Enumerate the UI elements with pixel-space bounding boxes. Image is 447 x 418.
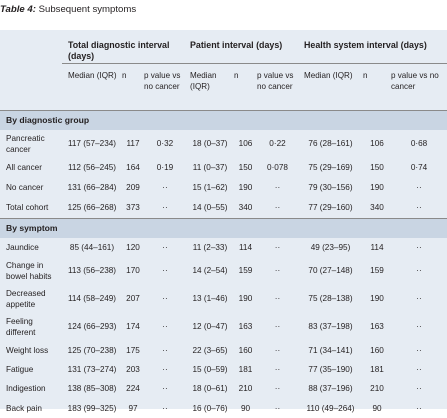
total-n-cell: 224 — [126, 384, 140, 393]
total-pvalue-cell: 0·32 — [156, 139, 174, 148]
total-median-cell: 125 (70–238) — [67, 345, 117, 355]
health-pvalue-cell: ·· — [416, 384, 422, 393]
patient-pvalue-cell: ·· — [274, 364, 281, 374]
health-n-cell: 190 — [370, 294, 384, 303]
health-n-cell: 90 — [372, 403, 382, 413]
table-row — [0, 341, 447, 360]
total-pvalue-cell: ·· — [162, 384, 168, 393]
total-n-cell: 97 — [128, 403, 138, 413]
patient-pvalue-cell: ·· — [274, 322, 281, 331]
total-pvalue-cell: ·· — [162, 322, 168, 331]
row-label-cell: Back pain — [6, 403, 42, 413]
health-n-cell: 160 — [370, 345, 384, 355]
health-n-cell: 114 — [370, 242, 384, 252]
table-row — [0, 130, 447, 158]
subheader-patient-median: Median (IQR) — [186, 63, 234, 110]
table-row — [0, 158, 447, 178]
total-n-cell: 174 — [126, 322, 140, 331]
total-median-cell: 85 (44–161) — [69, 242, 115, 252]
total-pvalue-cell: ·· — [162, 294, 168, 303]
total-pvalue-cell: ·· — [162, 242, 168, 252]
health-n-cell: 210 — [370, 384, 384, 393]
health-median-cell: 77 (35–190) — [308, 364, 353, 374]
health-median-cell: 77 (29–160) — [308, 203, 353, 212]
health-pvalue-cell: 0·74 — [410, 163, 428, 172]
patient-pvalue-cell: ·· — [274, 266, 281, 275]
header-patient-interval: Patient interval (days) — [190, 40, 283, 50]
total-n-cell: 203 — [126, 364, 140, 374]
subheader-health-median: Median (IQR) — [298, 63, 363, 110]
row-label-cell: Weight loss — [6, 345, 49, 355]
table-row — [0, 379, 447, 399]
health-n-cell: 163 — [370, 322, 384, 331]
patient-pvalue-cell: ·· — [274, 203, 281, 212]
patient-pvalue-cell: ·· — [274, 294, 281, 303]
section-symptom: By symptom — [0, 218, 447, 238]
patient-pvalue-cell: ·· — [274, 242, 281, 252]
total-n-cell: 170 — [126, 266, 140, 275]
health-median-cell: 79 (30–156) — [308, 183, 353, 192]
row-label-cell: All cancer — [6, 163, 42, 172]
table-row — [0, 285, 447, 313]
total-n-cell: 175 — [126, 345, 140, 355]
patient-pvalue-cell: 0·22 — [269, 139, 286, 148]
table-row — [0, 399, 447, 418]
health-median-cell: 88 (37–196) — [308, 384, 353, 393]
health-median-cell: 83 (37–198) — [308, 322, 353, 331]
table-header — [0, 30, 447, 110]
health-median-cell: 110 (49–264) — [306, 403, 355, 413]
health-n-cell: 150 — [370, 163, 384, 172]
health-pvalue-cell: ·· — [416, 203, 422, 212]
row-label-cell: Fatigue — [6, 364, 34, 374]
subheader-health-n: n — [363, 63, 391, 110]
patient-n-cell: 90 — [240, 403, 251, 413]
patient-median-cell: 14 (0–55) — [192, 203, 228, 212]
header-health-interval: Health system interval (days) — [304, 40, 427, 50]
total-n-cell: 207 — [126, 294, 140, 303]
total-pvalue-cell: ·· — [162, 183, 168, 192]
row-label-cell: Indigestion — [6, 384, 46, 393]
subheader-total-pvalue: p value vs no cancer — [144, 63, 186, 110]
table-row — [0, 238, 447, 257]
total-median-cell: 131 (73–274) — [67, 364, 117, 374]
total-median-cell: 124 (66–293) — [67, 322, 117, 331]
patient-pvalue-cell: ·· — [274, 403, 281, 413]
total-n-cell: 373 — [126, 203, 140, 212]
table-title: Subsequent symptoms — [38, 4, 137, 15]
table-row — [0, 178, 447, 198]
total-median-cell: 112 (56–245) — [67, 163, 117, 172]
table-number: Table 4: — [0, 4, 36, 15]
table-caption — [0, 0, 447, 30]
row-label-cell: Decreased appetite — [6, 288, 46, 309]
table-row — [0, 360, 447, 379]
patient-n-cell: 106 — [238, 139, 253, 148]
patient-pvalue-cell: ·· — [274, 345, 281, 355]
total-median-cell: 113 (56–238) — [67, 266, 117, 275]
patient-n-cell: 181 — [238, 364, 253, 374]
subheader-patient-n: n — [234, 63, 257, 110]
patient-median-cell: 14 (2–54) — [192, 266, 228, 275]
patient-n-cell: 163 — [238, 322, 253, 331]
patient-median-cell: 12 (0–47) — [192, 322, 228, 331]
patient-median-cell: 15 (0–59) — [192, 364, 228, 374]
total-n-cell: 120 — [126, 242, 140, 252]
health-pvalue-cell: 0·68 — [410, 139, 428, 148]
table-row — [0, 257, 447, 285]
patient-median-cell: 16 (0–76) — [192, 403, 228, 413]
health-n-cell: 181 — [370, 364, 384, 374]
patient-median-cell: 13 (1–46) — [192, 294, 228, 303]
subheader-total-n: n — [122, 63, 144, 110]
patient-n-cell: 340 — [238, 203, 253, 212]
total-n-cell: 164 — [126, 163, 140, 172]
total-pvalue-cell: ·· — [162, 203, 168, 212]
health-pvalue-cell: ·· — [416, 242, 422, 252]
patient-pvalue-cell: ·· — [274, 183, 281, 192]
health-n-cell: 190 — [370, 183, 384, 192]
health-median-cell: 76 (28–161) — [308, 139, 353, 148]
patient-n-cell: 150 — [238, 163, 253, 172]
health-median-cell: 49 (23–95) — [310, 242, 351, 252]
health-n-cell: 106 — [370, 139, 384, 148]
row-label-cell: No cancer — [6, 183, 44, 192]
total-median-cell: 125 (66–268) — [67, 203, 117, 212]
symptom-rows — [0, 238, 447, 418]
health-median-cell: 75 (28–138) — [308, 294, 353, 303]
section-diagnostic-group: By diagnostic group — [0, 110, 447, 130]
subheader-total-median: Median (IQR) — [62, 63, 122, 110]
patient-median-cell: 22 (3–65) — [192, 345, 228, 355]
row-label-cell: Jaundice — [6, 242, 39, 252]
patient-n-cell: 159 — [238, 266, 253, 275]
health-n-cell: 159 — [370, 266, 384, 275]
row-label-cell: Total cohort — [6, 203, 49, 212]
subheader-health-pvalue: p value vs no cancer — [391, 63, 447, 110]
total-pvalue-cell: ·· — [162, 345, 168, 355]
health-pvalue-cell: ·· — [416, 364, 422, 374]
patient-n-cell: 160 — [238, 345, 253, 355]
patient-n-cell: 190 — [238, 183, 253, 192]
total-n-cell: 209 — [126, 183, 140, 192]
health-median-cell: 71 (34–141) — [308, 345, 353, 355]
patient-n-cell: 210 — [238, 384, 253, 393]
symptoms-table — [0, 30, 447, 413]
total-pvalue-cell: ·· — [162, 364, 168, 374]
total-median-cell: 117 (57–234) — [67, 139, 117, 148]
total-pvalue-cell: ·· — [162, 403, 168, 413]
patient-median-cell: 18 (0–61) — [192, 384, 228, 393]
health-pvalue-cell: ·· — [416, 294, 422, 303]
patient-pvalue-cell: 0·078 — [267, 163, 288, 172]
subheader-patient-pvalue: p value vs no cancer — [257, 63, 298, 110]
health-pvalue-cell: ·· — [416, 345, 422, 355]
table-row — [0, 313, 447, 341]
table-row — [0, 198, 447, 219]
row-label-cell: Pancreatic cancer — [6, 133, 45, 154]
patient-median-cell: 18 (0–37) — [192, 139, 228, 148]
total-n-cell: 117 — [126, 139, 140, 148]
row-label-cell: Change in bowel habits — [6, 260, 52, 281]
health-median-cell: 75 (29–169) — [308, 163, 353, 172]
total-median-cell: 138 (85–308) — [67, 384, 117, 393]
patient-median-cell: 11 (2–33) — [192, 242, 228, 252]
total-pvalue-cell: 0·19 — [156, 163, 174, 172]
health-median-cell: 70 (27–148) — [308, 266, 353, 275]
header-total-interval: Total diagnostic interval (days) — [68, 40, 170, 61]
patient-n-cell: 190 — [238, 294, 253, 303]
health-pvalue-cell: ·· — [416, 322, 422, 331]
patient-pvalue-cell: ·· — [274, 384, 281, 393]
total-pvalue-cell: ·· — [162, 266, 168, 275]
total-median-cell: 114 (58–249) — [67, 294, 117, 303]
health-pvalue-cell: ·· — [416, 403, 422, 413]
health-pvalue-cell: ·· — [416, 266, 422, 275]
patient-median-cell: 15 (1–62) — [192, 183, 228, 192]
total-median-cell: 131 (66–284) — [67, 183, 117, 192]
patient-n-cell: 114 — [238, 242, 253, 252]
total-median-cell: 183 (99–325) — [67, 403, 117, 413]
row-label-cell: Feeling different — [6, 316, 36, 337]
diagnostic-group-rows — [0, 130, 447, 219]
health-pvalue-cell: ·· — [416, 183, 422, 192]
patient-median-cell: 11 (0–37) — [192, 163, 228, 172]
health-n-cell: 340 — [370, 203, 384, 212]
